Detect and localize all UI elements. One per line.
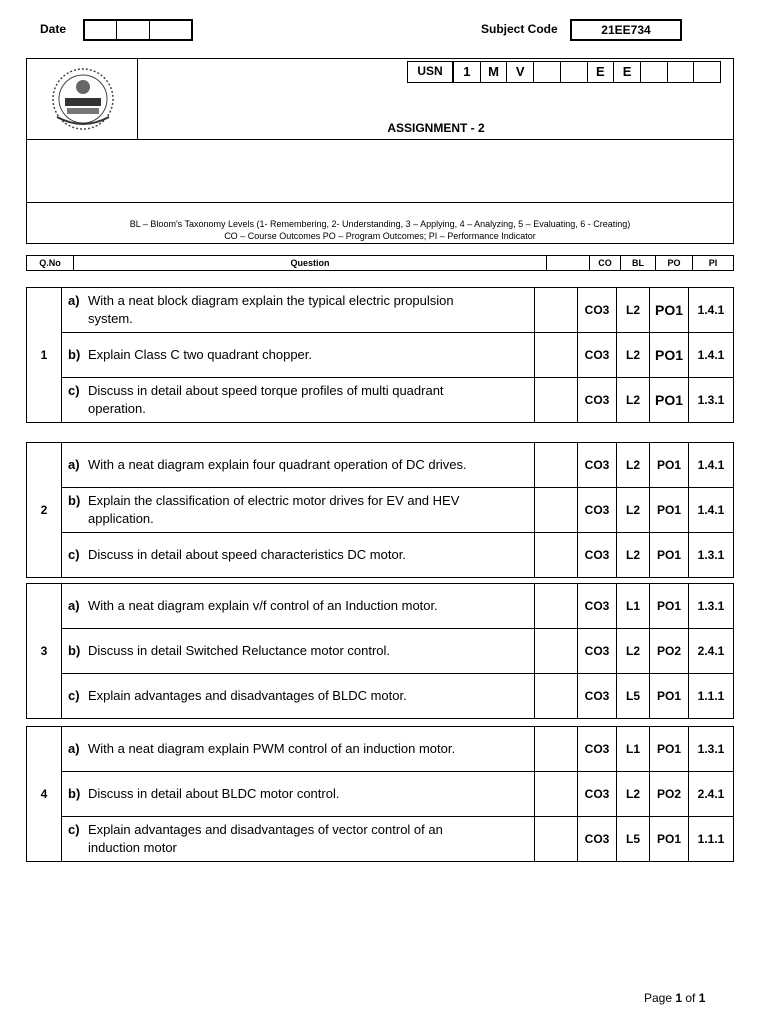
pi-value: 1.3.1 (689, 533, 734, 578)
date-field[interactable] (83, 19, 193, 41)
usn-char-box[interactable] (640, 62, 667, 82)
column-header (26, 255, 734, 271)
table-row (27, 727, 734, 772)
po-value: PO2 (650, 629, 689, 674)
usn-char-box[interactable]: E (613, 62, 640, 82)
question-text: Explain advantages and disadvantages of BLDC motor. (88, 688, 407, 703)
question-text-cell (62, 333, 535, 378)
pi-value: 1.3.1 (689, 727, 734, 772)
col-blank (547, 256, 590, 271)
pi-value: 2.4.1 (689, 772, 734, 817)
question-part-label: c) (68, 383, 80, 398)
pi-value: 1.4.1 (689, 488, 734, 533)
usn-label: USN (407, 61, 453, 83)
blank-cell (535, 584, 578, 629)
question-part-label: b) (68, 786, 81, 801)
blank-cell (535, 674, 578, 719)
question-text-cell (62, 584, 535, 629)
usn-char-box[interactable]: 1 (463, 64, 471, 79)
blank-cell (535, 533, 578, 578)
bl-value: L1 (617, 727, 650, 772)
question-text-cell (62, 674, 535, 719)
blank-cell (535, 488, 578, 533)
bl-value: L2 (617, 629, 650, 674)
pi-value: 1.1.1 (689, 817, 734, 862)
pi-value: 1.3.1 (689, 584, 734, 629)
question-block (26, 442, 734, 578)
blank-cell (535, 288, 578, 333)
blank-cell (535, 378, 578, 423)
col-co: CO (590, 256, 621, 271)
blank-cell (535, 772, 578, 817)
po-value: PO1 (650, 533, 689, 578)
bl-value: L2 (617, 772, 650, 817)
usn-char-box[interactable] (533, 62, 560, 82)
co-value: CO3 (578, 772, 617, 817)
po-value: PO1 (650, 727, 689, 772)
question-text: With a neat block diagram explain the typical electric propulsion system. (88, 293, 454, 326)
table-row (27, 772, 734, 817)
pi-value: 2.4.1 (689, 629, 734, 674)
co-value: CO3 (578, 488, 617, 533)
question-text-cell (62, 817, 535, 862)
question-text: Discuss in detail about BLDC motor control. (88, 786, 340, 801)
subject-code-value: 21EE734 (570, 19, 682, 41)
table-row (27, 488, 734, 533)
usn-char-box[interactable]: V (506, 62, 533, 82)
table-row (27, 333, 734, 378)
usn-char-box[interactable]: E (587, 62, 614, 82)
po-value: PO1 (650, 488, 689, 533)
bl-value: L2 (617, 488, 650, 533)
blank-cell (535, 443, 578, 488)
bl-value: L2 (617, 443, 650, 488)
po-value: PO1 (650, 817, 689, 862)
table-row (27, 629, 734, 674)
table-row (27, 584, 734, 629)
bl-value: L2 (617, 333, 650, 378)
question-part-label: a) (68, 457, 80, 472)
col-po: PO (656, 256, 693, 271)
blank-cell (535, 333, 578, 378)
question-number: 2 (27, 443, 62, 578)
co-value: CO3 (578, 533, 617, 578)
col-question: Question (74, 256, 547, 271)
co-value: CO3 (578, 443, 617, 488)
bl-value: L1 (617, 584, 650, 629)
page-number: Page 1 of 1 (644, 991, 706, 1005)
question-part-label: c) (68, 547, 80, 562)
assignment-title: ASSIGNMENT - 2 (387, 121, 485, 135)
question-text-cell (62, 288, 535, 333)
bl-value: L2 (617, 378, 650, 423)
col-bl: BL (621, 256, 656, 271)
question-part-label: b) (68, 493, 81, 508)
table-row (27, 533, 734, 578)
question-number: 1 (27, 288, 62, 423)
po-value: PO1 (650, 378, 689, 423)
question-text: With a neat diagram explain v/f control of an Induction motor. (88, 598, 438, 613)
usn-char-box[interactable] (560, 62, 587, 82)
date-label: Date (40, 22, 67, 36)
question-text-cell (62, 378, 535, 423)
question-text: With a neat diagram explain PWM control of an induction motor. (88, 741, 456, 756)
table-row (27, 443, 734, 488)
header-block (26, 58, 734, 244)
bl-value: L2 (617, 533, 650, 578)
question-part-label: b) (68, 643, 81, 658)
co-value: CO3 (578, 288, 617, 333)
question-text: With a neat diagram explain four quadrant operation of DC drives. (88, 457, 467, 472)
question-text-cell (62, 772, 535, 817)
co-value: CO3 (578, 727, 617, 772)
legend-line-1: BL – Bloom's Taxonomy Levels (1- Remembering, 2- Understanding, 3 – Applying, 4 – Analyzing, 5 – Evaluating, 6 - Creating) (129, 219, 631, 229)
co-value: CO3 (578, 674, 617, 719)
question-block (26, 583, 734, 719)
pi-value: 1.1.1 (689, 674, 734, 719)
pi-value: 1.4.1 (689, 443, 734, 488)
col-pi: PI (693, 256, 734, 271)
co-value: CO3 (578, 333, 617, 378)
table-row (27, 674, 734, 719)
pi-value: 1.4.1 (689, 288, 734, 333)
subject-code-label: Subject Code (481, 22, 558, 36)
po-value: PO2 (650, 772, 689, 817)
co-value: CO3 (578, 629, 617, 674)
question-part-label: a) (68, 741, 80, 756)
usn-char-box[interactable] (693, 62, 720, 82)
legend-line-2: CO – Course Outcomes PO – Program Outcomes; PI – Performance Indicator (224, 231, 536, 241)
po-value: PO1 (650, 584, 689, 629)
question-number: 3 (27, 584, 62, 719)
question-part-label: b) (68, 347, 81, 362)
pi-value: 1.3.1 (689, 378, 734, 423)
question-text: Explain Class C two quadrant chopper. (88, 347, 313, 362)
bl-value: L2 (617, 288, 650, 333)
question-number: 4 (27, 727, 62, 862)
usn-char-box[interactable] (667, 62, 694, 82)
blank-cell (535, 817, 578, 862)
blank-cell (535, 629, 578, 674)
col-qno: Q.No (27, 256, 74, 271)
question-text-cell (62, 443, 535, 488)
question-text-cell (62, 727, 535, 772)
usn-char-box[interactable]: M (480, 62, 507, 82)
question-part-label: c) (68, 822, 80, 837)
question-text-cell (62, 488, 535, 533)
po-value: PO1 (650, 333, 689, 378)
question-part-label: a) (68, 598, 80, 613)
table-row (27, 378, 734, 423)
po-value: PO1 (650, 674, 689, 719)
pi-value: 1.4.1 (689, 333, 734, 378)
question-text: Discuss in detail about speed characteristics DC motor. (88, 547, 406, 562)
question-text: Discuss in detail Switched Reluctance motor control. (88, 643, 391, 658)
bl-value: L5 (617, 674, 650, 719)
question-text: Discuss in detail about speed torque profiles of multi quadrant operation. (88, 383, 444, 416)
table-row (27, 817, 734, 862)
po-value: PO1 (650, 443, 689, 488)
question-block (26, 287, 734, 423)
question-part-label: a) (68, 293, 80, 308)
question-part-label: c) (68, 688, 80, 703)
question-block (26, 726, 734, 862)
co-value: CO3 (578, 584, 617, 629)
co-value: CO3 (578, 817, 617, 862)
co-value: CO3 (578, 378, 617, 423)
question-text: Explain the classification of electric motor drives for EV and HEV application. (88, 493, 460, 526)
bl-value: L5 (617, 817, 650, 862)
usn-field[interactable] (453, 61, 721, 83)
question-text-cell (62, 629, 535, 674)
po-value: PO1 (650, 288, 689, 333)
question-text-cell (62, 533, 535, 578)
question-text: Explain advantages and disadvantages of vector control of an induction motor (88, 822, 443, 855)
blank-cell (535, 727, 578, 772)
table-row (27, 288, 734, 333)
